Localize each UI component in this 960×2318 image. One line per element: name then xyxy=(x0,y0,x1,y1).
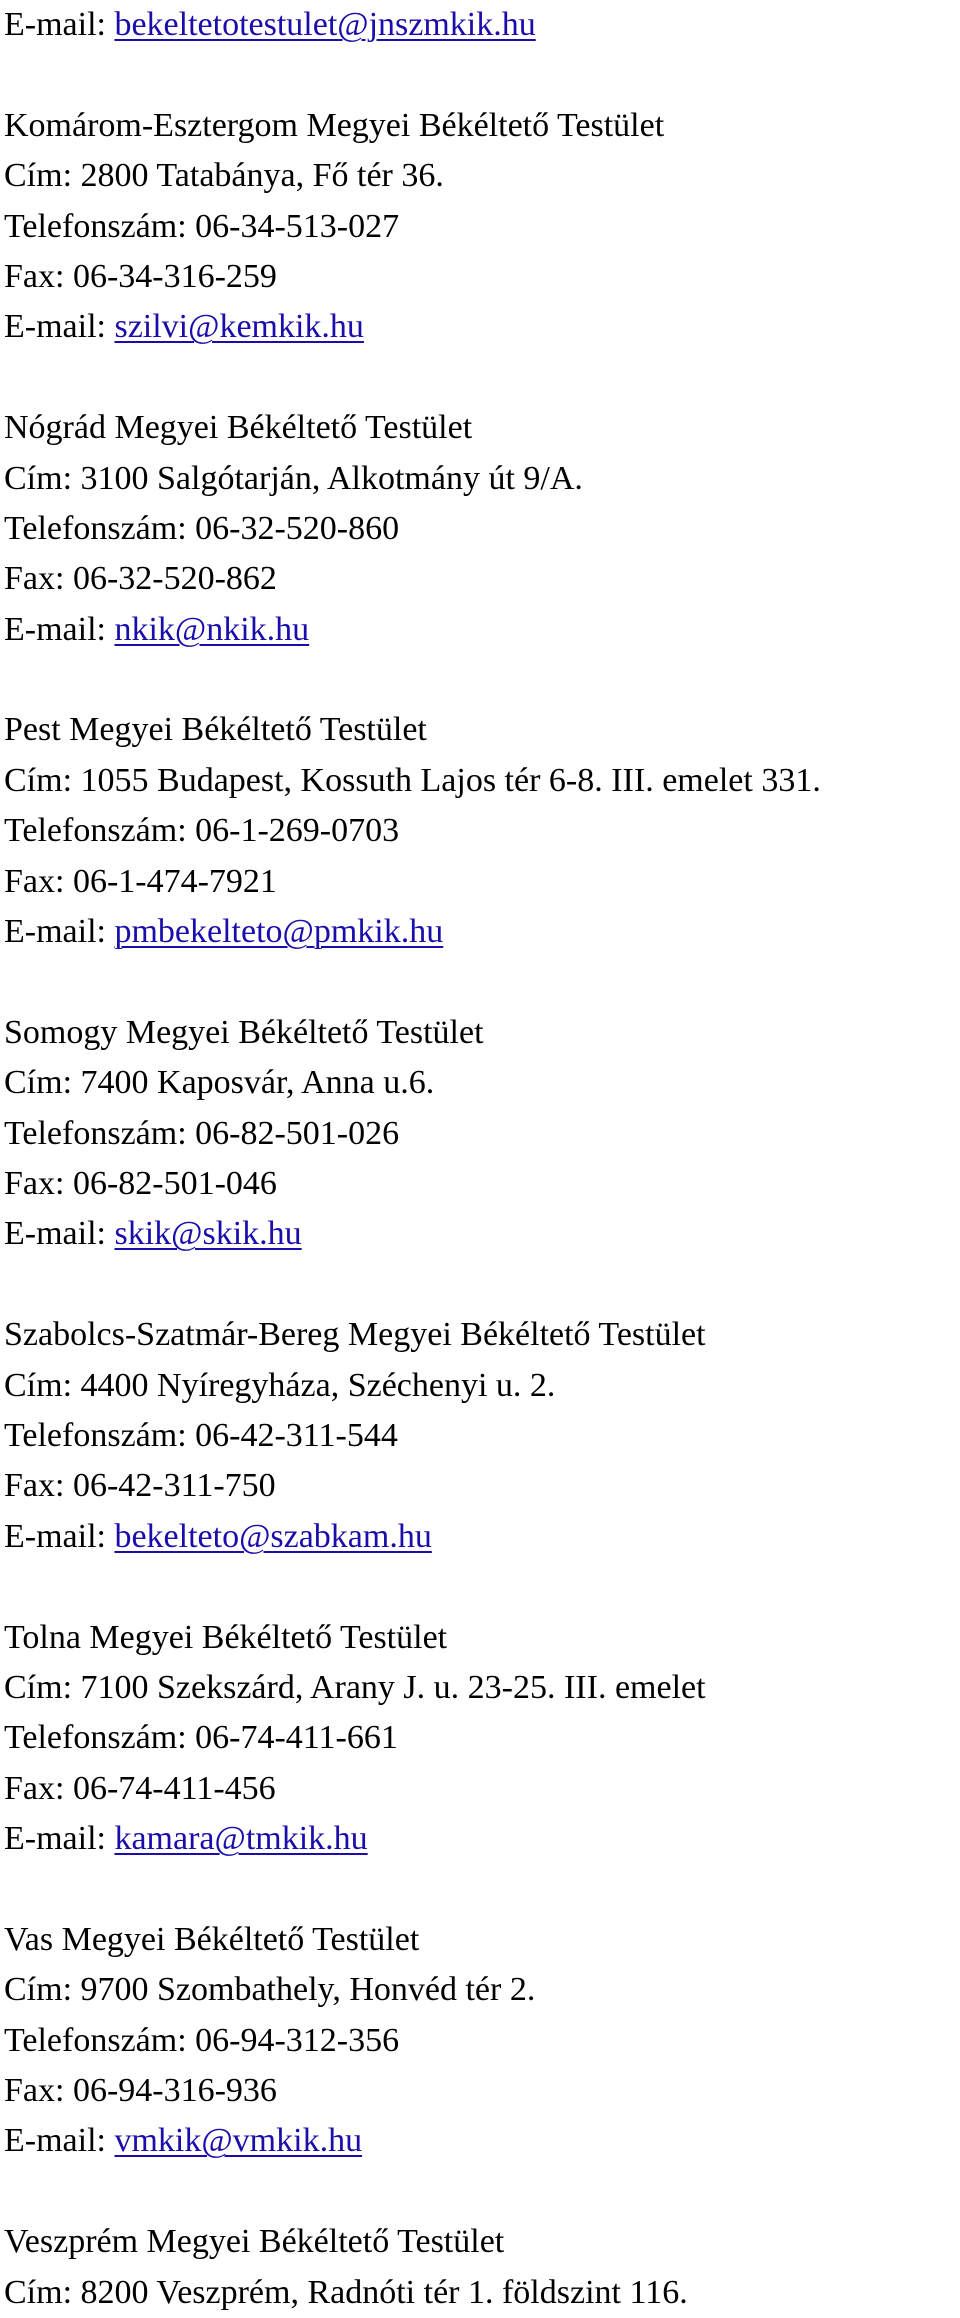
office-fax: Fax: 06-42-311-750 xyxy=(4,1467,276,1505)
spacer xyxy=(4,1562,960,1612)
office-address: Cím: 7400 Kaposvár, Anna u.6. xyxy=(4,1064,435,1102)
office-address: Cím: 2800 Tatabánya, Fő tér 36. xyxy=(4,157,444,195)
spacer xyxy=(4,353,960,403)
email-prefix: E-mail: xyxy=(4,6,115,43)
email-link[interactable]: nkik@nkik.hu xyxy=(114,610,310,648)
spacer xyxy=(4,2167,960,2217)
office-phone: Telefonszám: 06-32-520-860 xyxy=(4,509,400,547)
office-email-line xyxy=(4,2116,960,2166)
email-link[interactable]: szilvi@kemkik.hu xyxy=(114,308,364,346)
spacer xyxy=(4,957,960,1007)
office-name: Vas Megyei Békéltető Testület xyxy=(4,1920,420,1958)
office-email-line xyxy=(4,1814,960,1864)
spacer xyxy=(4,50,960,100)
office-phone: Telefonszám: 06-82-501-026 xyxy=(4,1114,400,1152)
office-name: Veszprém Megyei Békéltető Testület xyxy=(4,2223,505,2261)
office-name: Szabolcs-Szatmár-Bereg Megyei Békéltető Testület xyxy=(4,1316,706,1354)
email-prefix: E-mail: xyxy=(4,913,115,951)
spacer xyxy=(4,1260,960,1310)
office-name: Pest Megyei Békéltető Testület xyxy=(4,711,427,749)
email-prefix: E-mail: xyxy=(4,1517,115,1555)
office-fax: Fax: 06-1-474-7921 xyxy=(4,862,277,900)
office-address: Cím: 8200 Veszprém, Radnóti tér 1. földszint 116. xyxy=(4,2273,688,2311)
office-address: Cím: 1055 Budapest, Kossuth Lajos tér 6-8. III. emelet 331. xyxy=(4,761,821,799)
top-email-line xyxy=(4,0,960,50)
office-entry xyxy=(4,1008,960,1260)
email-prefix: E-mail: xyxy=(4,1215,115,1253)
office-phone: Telefonszám: 06-1-269-0703 xyxy=(4,812,400,850)
office-phone: Telefonszám: 06-34-513-027 xyxy=(4,207,400,245)
email-link[interactable]: bekeltetotestulet@jnszmkik.hu xyxy=(114,6,536,43)
email-prefix: E-mail: xyxy=(4,2122,115,2160)
email-link[interactable]: bekelteto@szabkam.hu xyxy=(114,1517,432,1555)
email-link[interactable]: pmbekelteto@pmkik.hu xyxy=(114,913,444,951)
office-address: Cím: 3100 Salgótarján, Alkotmány út 9/A. xyxy=(4,459,583,497)
office-entry xyxy=(4,1613,960,1865)
office-address: Cím: 9700 Szombathely, Honvéd tér 2. xyxy=(4,1971,536,2009)
office-fax: Fax: 06-82-501-046 xyxy=(4,1164,277,1202)
email-link[interactable]: skik@skik.hu xyxy=(114,1215,302,1253)
office-entry xyxy=(4,1310,960,1562)
office-entry xyxy=(4,2217,960,2318)
office-email-line xyxy=(4,907,960,957)
office-name: Somogy Megyei Békéltető Testület xyxy=(4,1013,484,1051)
office-phone: Telefonszám: 06-42-311-544 xyxy=(4,1416,398,1454)
spacer xyxy=(4,655,960,705)
office-name: Komárom-Esztergom Megyei Békéltető Testület xyxy=(4,106,665,144)
office-email-line xyxy=(4,1209,960,1259)
email-prefix: E-mail: xyxy=(4,610,115,648)
office-phone: Telefonszám: 06-74-411-661 xyxy=(4,1719,398,1757)
email-prefix: E-mail: xyxy=(4,308,115,346)
email-link[interactable]: vmkik@vmkik.hu xyxy=(114,2122,363,2160)
office-entry xyxy=(4,101,960,353)
office-fax: Fax: 06-32-520-862 xyxy=(4,560,277,598)
office-fax: Fax: 06-94-316-936 xyxy=(4,2072,277,2110)
office-email-line xyxy=(4,605,960,655)
office-email-line xyxy=(4,302,960,352)
office-address: Cím: 4400 Nyíregyháza, Széchenyi u. 2. xyxy=(4,1366,556,1404)
spacer xyxy=(4,1864,960,1914)
office-name: Tolna Megyei Békéltető Testület xyxy=(4,1618,448,1656)
office-name: Nógrád Megyei Békéltető Testület xyxy=(4,409,473,447)
office-fax: Fax: 06-74-411-456 xyxy=(4,1769,276,1807)
office-entry xyxy=(4,1915,960,2167)
email-link[interactable]: kamara@tmkik.hu xyxy=(114,1820,368,1858)
office-entry xyxy=(4,403,960,655)
office-email-line xyxy=(4,1512,960,1562)
office-phone: Telefonszám: 06-94-312-356 xyxy=(4,2021,400,2059)
office-entry xyxy=(4,705,960,957)
office-fax: Fax: 06-34-316-259 xyxy=(4,257,277,295)
email-prefix: E-mail: xyxy=(4,1820,115,1858)
office-address: Cím: 7100 Szekszárd, Arany J. u. 23-25. III. emelet xyxy=(4,1668,706,1706)
